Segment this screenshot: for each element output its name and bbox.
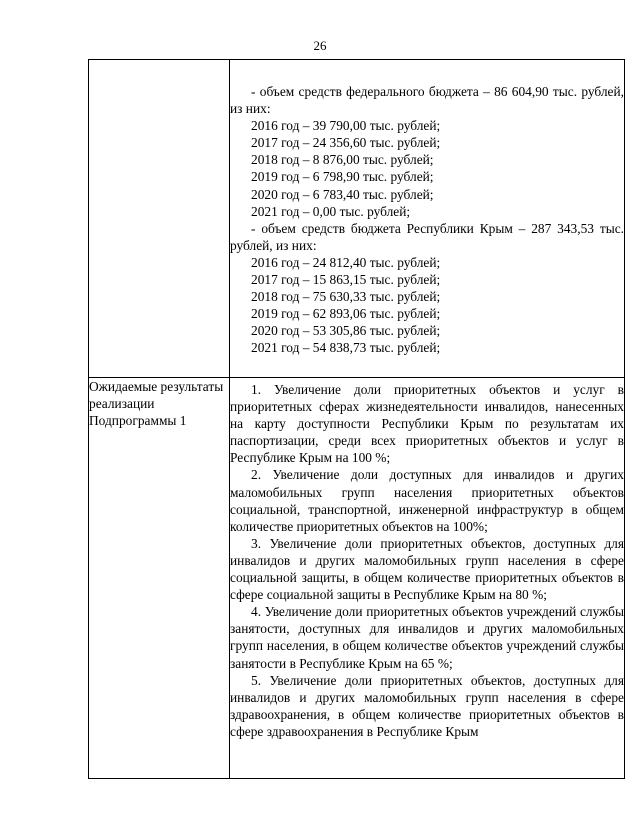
- result-item: 2. Увеличение доли доступных для инвалидов и других маломобильных групп населения приоритетных объектов социальной, транспортной, инженерной инфраструктур в общем количестве приоритетных объектов на 100%;: [230, 467, 624, 534]
- table-row-results: [89, 378, 625, 779]
- federal-year-line: 2021 год – 0,00 тыс. рублей;: [251, 203, 411, 219]
- result-item: 1. Увеличение доли приоритетных объектов и услуг в приоритетных сферах жизнедеятельности инвалидов, нанесенных на карту доступности Республики Крым по результатам их паспортизации, среди всех приоритетных объектов и услуг в Республике Крым на 100 %;: [230, 382, 624, 466]
- regional-year-line: 2018 год – 75 630,33 тыс. рублей;: [251, 289, 441, 305]
- program-passport-table: [88, 59, 625, 779]
- funding-label-cell: [89, 60, 230, 378]
- results-label-cell: [89, 378, 230, 779]
- federal-year-line: 2018 год – 8 876,00 тыс. рублей;: [251, 152, 434, 168]
- federal-budget-intro: - объем средств федерального бюджета – 86 604,90 тыс. рублей, из них:: [230, 84, 624, 117]
- results-label: Ожидаемые результаты реализации Подпрограммы 1: [89, 379, 224, 429]
- federal-year-line: 2019 год – 6 798,90 тыс. рублей;: [251, 169, 434, 185]
- regional-year-line: 2016 год – 24 812,40 тыс. рублей;: [251, 254, 441, 270]
- page-number: 26: [313, 38, 327, 53]
- funding-value-cell: [230, 60, 625, 378]
- result-item: 5. Увеличение доли приоритетных объектов, доступных для инвалидов и других маломобильных групп населения в сфере здравоохранения, в общем количестве приоритетных объектов в сфере здравоохранения в Республике Крым: [230, 672, 624, 739]
- result-item: 3. Увеличение доли приоритетных объектов, доступных для инвалидов и других маломобильных групп населения в сфере социальной защиты, в общем количестве приоритетных объектов в сфере социальной защиты в Республике Крым на 80 %;: [230, 535, 624, 603]
- federal-year-line: 2017 год – 24 356,60 тыс. рублей;: [251, 135, 441, 151]
- result-item: 4. Увеличение доли приоритетных объектов учреждений службы занятости, доступных для инвалидов и других маломобильных групп населения, в общем количестве объектов учреждений службы занятости в Республике Крым на 65 %;: [230, 604, 624, 671]
- regional-year-line: 2021 год – 54 838,73 тыс. рублей;: [251, 340, 441, 356]
- federal-year-line: 2020 год – 6 783,40 тыс. рублей;: [251, 186, 434, 202]
- regional-budget-intro: - объем средств бюджета Республики Крым – 287 343,53 тыс. рублей, из них:: [230, 220, 624, 253]
- regional-year-line: 2019 год – 62 893,06 тыс. рублей;: [251, 306, 441, 322]
- regional-year-line: 2020 год – 53 305,86 тыс. рублей;: [251, 323, 441, 339]
- federal-year-line: 2016 год – 39 790,00 тыс. рублей;: [251, 118, 441, 134]
- regional-year-line: 2017 год – 15 863,15 тыс. рублей;: [251, 272, 441, 288]
- results-value-cell: [230, 378, 625, 779]
- table-row-funding: [89, 60, 625, 378]
